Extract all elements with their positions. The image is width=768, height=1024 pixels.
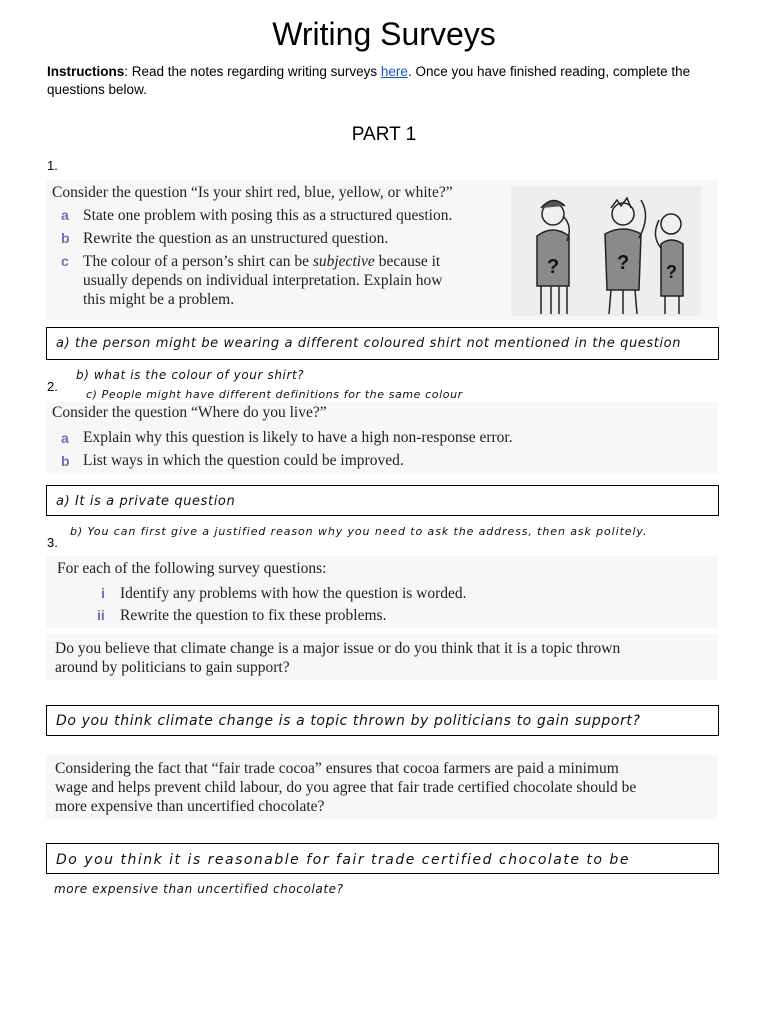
question-2-prompt: Consider the question “Where do you live?” — [52, 404, 327, 421]
question-mark-1: ? — [547, 256, 560, 278]
question-1c-line1: The colour of a person’s shirt can be subjective because it — [83, 253, 441, 270]
question-1c-line2: usually depends on individual interpretation. Explain how — [83, 272, 443, 289]
survey-question-2-line3: more expensive than uncertified chocolate? — [55, 798, 325, 815]
survey-question-1-line2: around by politicians to gain support? — [55, 659, 290, 676]
question-number-2: 2. — [47, 379, 58, 394]
instructions-text: : Read the notes regarding writing surveys — [124, 64, 381, 79]
item-label-2b: b — [61, 453, 70, 469]
puzzled-people-svg — [511, 186, 701, 316]
item-label-c: c — [61, 253, 69, 269]
question-2b: List ways in which the question could be improved. — [83, 452, 404, 469]
item-label-b: b — [61, 230, 70, 246]
item-label-2a: a — [61, 430, 69, 446]
question-1-prompt: Consider the question “Is your shirt red, blue, yellow, or white?” — [52, 184, 453, 201]
survey-question-2-line1: Considering the fact that “fair trade cocoa” ensures that cocoa farmers are paid a minimum — [55, 760, 619, 777]
question-1b: Rewrite the question as an unstructured question. — [83, 230, 389, 247]
instructions-text-end: . Once you have finished reading, complete the questions below. — [47, 64, 691, 97]
question-3-prompt: For each of the following survey questions: — [57, 560, 327, 577]
question-mark-2: ? — [617, 252, 630, 274]
question-mark-3: ? — [666, 262, 677, 282]
question-1c-line3: this might be a problem. — [83, 291, 235, 308]
answer-3b-line2: more expensive than uncertified chocolate? — [54, 882, 344, 896]
answer-3a: Do you think climate change is a topic thrown by politicians to gain support? — [56, 713, 641, 729]
item-label-3i: i — [101, 585, 105, 601]
page-title: Writing Surveys — [272, 16, 496, 52]
instructions-label: Instructions — [47, 64, 125, 79]
answer-2b: b) You can first give a justified reason why you need to ask the address, then ask politely. — [70, 525, 648, 538]
question-1a: State one problem with posing this as a structured question. — [83, 207, 453, 224]
question-3ii: Rewrite the question to fix these problems. — [120, 607, 387, 624]
question-2a: Explain why this question is likely to have a high non-response error. — [83, 429, 513, 446]
answer-1a: a) the person might be wearing a different coloured shirt not mentioned in the question — [56, 336, 682, 351]
answer-2a: a) It is a private question — [56, 494, 236, 509]
answer-1b: b) what is the colour of your shirt? — [76, 368, 305, 382]
survey-question-2-line2: wage and helps prevent child labour, do you agree that fair trade certified chocolate should be — [55, 779, 637, 796]
instructions — [47, 63, 727, 99]
question-number-3: 3. — [47, 535, 58, 550]
answer-3b-line1: Do you think it is reasonable for fair trade certified chocolate to be — [56, 852, 630, 868]
notes-link[interactable]: here — [380, 64, 408, 79]
answer-1c: c) People might have different definitions for the same colour — [86, 388, 463, 401]
question-number-1: 1. — [47, 158, 58, 173]
item-label-a: a — [61, 207, 69, 223]
part-heading: PART 1 — [351, 124, 417, 145]
subjective-word: subjective — [312, 253, 375, 270]
puzzled-people-illustration — [511, 186, 701, 316]
survey-question-1-line1: Do you believe that climate change is a major issue or do you think that it is a topic thrown — [55, 640, 621, 657]
question-3i: Identify any problems with how the question is worded. — [120, 585, 467, 602]
item-label-3ii: ii — [97, 607, 105, 623]
